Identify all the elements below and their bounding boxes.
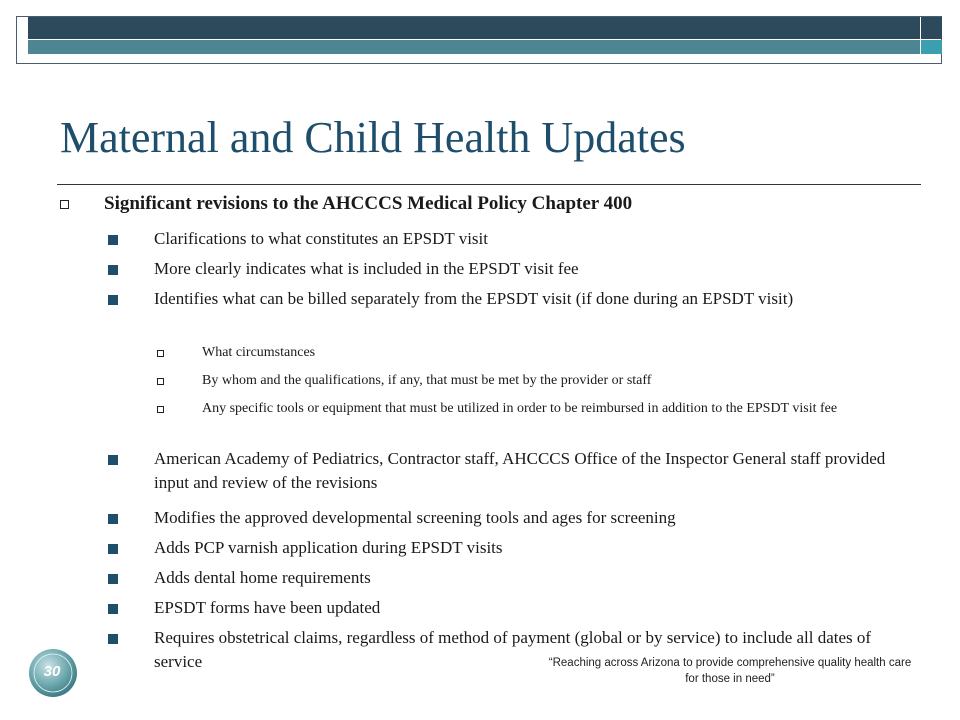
list-item: Requires obstetrical claims, regardless of method of payment (global or by service) to include all dates of service bbox=[154, 628, 872, 671]
list-item: Identifies what can be billed separately from the EPSDT visit (if done during an EPSDT visit) bbox=[154, 289, 794, 308]
list-item: American Academy of Pediatrics, Contractor staff, AHCCCS Office of the Inspector General staff provided input and review of the revisions bbox=[154, 449, 886, 492]
main-bullet: Significant revisions to the AHCCCS Medical Policy Chapter 400 bbox=[104, 193, 633, 214]
filled-square-bullet-icon bbox=[108, 604, 118, 614]
list-item: Adds dental home requirements bbox=[154, 568, 371, 587]
header-bar-teal bbox=[28, 40, 920, 54]
filled-square-bullet-icon bbox=[108, 634, 118, 644]
hollow-square-bullet-icon bbox=[157, 406, 164, 413]
filled-square-bullet-icon bbox=[108, 574, 118, 584]
header-bar-dark bbox=[28, 17, 920, 39]
title-divider bbox=[57, 184, 921, 185]
filled-square-bullet-icon bbox=[108, 235, 118, 245]
footer-tagline: “Reaching across Arizona to provide comprehensive quality health care for those in need” bbox=[548, 657, 912, 685]
filled-square-bullet-icon bbox=[108, 455, 118, 465]
list-item: Clarifications to what constitutes an EPSDT visit bbox=[154, 229, 488, 248]
sub-list-item: By whom and the qualifications, if any, that must be met by the provider or staff bbox=[202, 373, 652, 388]
header-bar-teal-square bbox=[920, 40, 942, 54]
logo-text: 30 bbox=[43, 663, 61, 680]
hollow-square-bullet-icon bbox=[157, 378, 164, 385]
filled-square-bullet-icon bbox=[108, 265, 118, 275]
list-item: More clearly indicates what is included in the EPSDT visit fee bbox=[154, 259, 579, 278]
list-item: Modifies the approved developmental screening tools and ages for screening bbox=[154, 508, 676, 527]
filled-square-bullet-icon bbox=[108, 295, 118, 305]
header-bar-dark-square bbox=[920, 17, 942, 39]
sub-list-item: Any specific tools or equipment that must be utilized in order to be reimbursed in addition to the EPSDT visit fee bbox=[202, 401, 838, 416]
slide-title: Maternal and Child Health Updates bbox=[60, 113, 686, 162]
anniversary-logo-icon bbox=[28, 648, 78, 698]
sub-list-item: What circumstances bbox=[202, 345, 316, 360]
hollow-square-bullet-icon bbox=[157, 350, 164, 357]
filled-square-bullet-icon bbox=[108, 514, 118, 524]
filled-square-bullet-icon bbox=[108, 544, 118, 554]
list-item: Adds PCP varnish application during EPSDT visits bbox=[154, 538, 503, 557]
list-item: EPSDT forms have been updated bbox=[154, 598, 381, 617]
square-bullet-icon bbox=[60, 200, 69, 209]
